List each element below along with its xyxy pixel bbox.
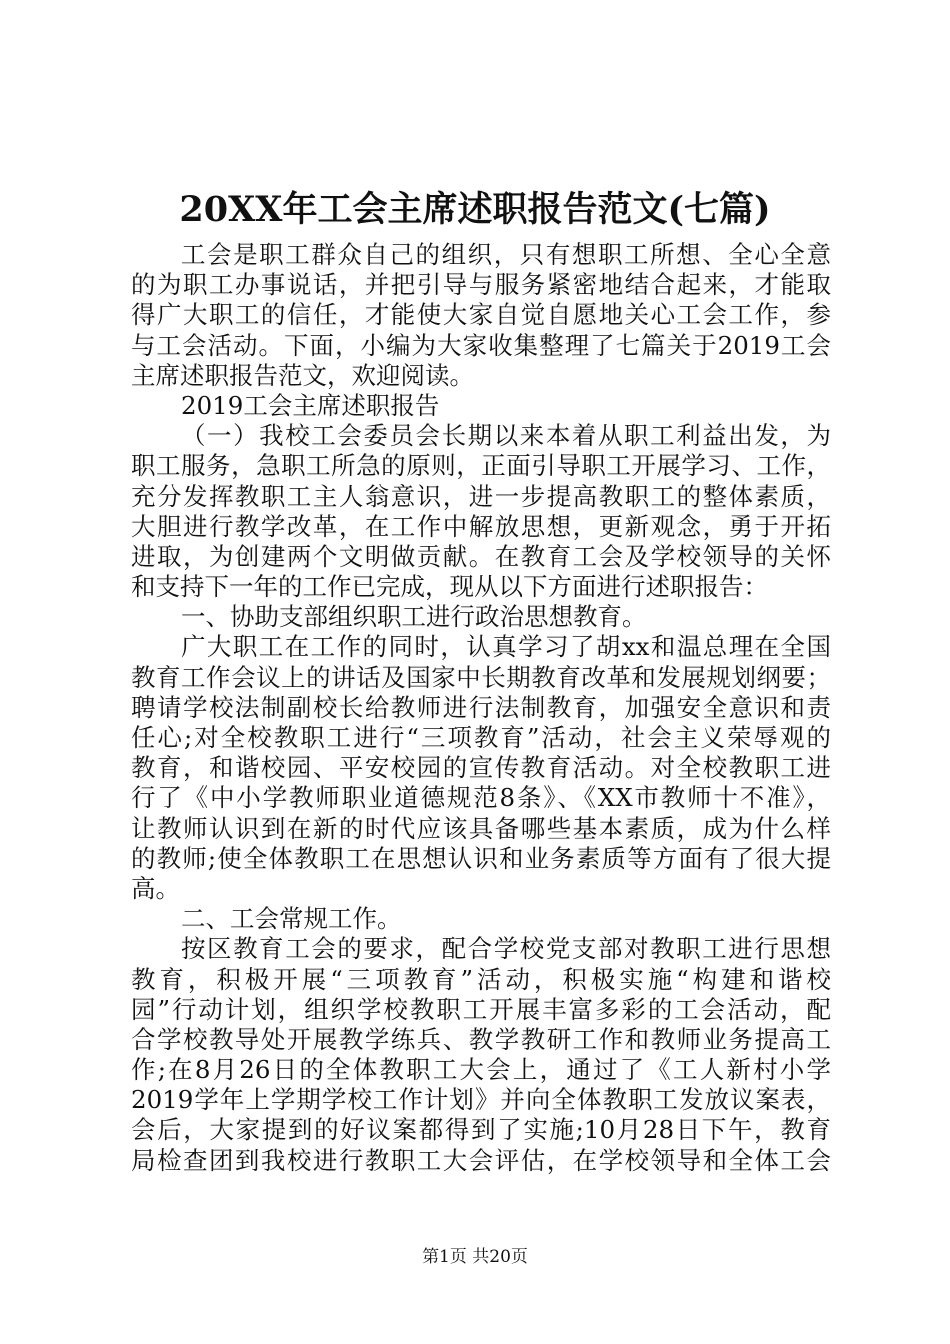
paragraph-line: 园”行动计划，组织学校教职工开展丰富多彩的工会活动，配 bbox=[131, 994, 831, 1024]
paragraph-line: 得广大职工的信任，才能使大家自觉自愿地关心工会工作，参 bbox=[131, 300, 831, 330]
paragraph-line: 主席述职报告范文，欢迎阅读。 bbox=[131, 360, 474, 390]
paragraph-line: 会后，大家提到的好议案都得到了实施;10月28日下午，教育 bbox=[131, 1115, 831, 1145]
paragraph-line: 教育，和谐校园、平安校园的宣传教育活动。对全校教职工进 bbox=[131, 753, 831, 783]
paragraph-line: 局检查团到我校进行教职工大会评估，在学校领导和全体工会 bbox=[131, 1145, 831, 1175]
paragraph-line: 合学校教导处开展教学练兵、教学教研工作和教师业务提高工 bbox=[131, 1024, 831, 1054]
paragraph-line: 任心;对全校教职工进行“三项教育”活动，社会主义荣辱观的 bbox=[131, 723, 831, 752]
paragraph-line: 工会是职工群众自己的组织，只有想职工所想、全心全意 bbox=[181, 240, 831, 269]
paragraph-line: 作;在8月26日的全体教职工大会上，通过了《工人新村小学 bbox=[131, 1055, 831, 1085]
paragraph-line: 大胆进行教学改革，在工作中解放思想，更新观念，勇于开拓 bbox=[131, 511, 831, 541]
paragraph-line: 与工会活动。下面，小编为大家收集整理了七篇关于2019工会 bbox=[131, 330, 831, 360]
section-heading: 一、协助支部组织职工进行政治思想教育。 bbox=[181, 602, 647, 632]
paragraph-line: 的教师;使全体教职工在思想认识和业务素质等方面有了很大提 bbox=[131, 843, 831, 873]
document-body bbox=[131, 240, 831, 1176]
document-title: 20XX年工会主席述职报告范文(七篇) bbox=[179, 189, 771, 230]
paragraph-line: 教育，积极开展“三项教育”活动，积极实施“构建和谐校 bbox=[131, 964, 831, 994]
paragraph-line: 进取，为创建两个文明做贡献。在教育工会及学校领导的关怀 bbox=[131, 541, 831, 571]
paragraph-line: 让教师认识到在新的时代应该具备哪些基本素质，成为什么样 bbox=[131, 813, 831, 843]
paragraph-line: 职工服务，急职工所急的原则，正面引导职工开展学习、工作， bbox=[131, 451, 831, 481]
paragraph-line: （一）我校工会委员会长期以来本着从职工利益出发，为 bbox=[181, 421, 831, 451]
section-heading: 二、工会常规工作。 bbox=[181, 904, 402, 934]
paragraph-line: 充分发挥教职工主人翁意识，进一步提高教职工的整体素质， bbox=[131, 481, 831, 511]
page-number-footer: 第1页 共20页 bbox=[422, 1247, 528, 1267]
paragraph-line: 按区教育工会的要求，配合学校党支部对教职工进行思想 bbox=[181, 934, 831, 964]
paragraph-line: 聘请学校法制副校长给教师进行法制教育，加强安全意识和责 bbox=[131, 692, 831, 722]
paragraph-line: 教育工作会议上的讲话及国家中长期教育改革和发展规划纲要； bbox=[131, 662, 831, 692]
paragraph-line: 行了《中小学教师职业道德规范8条》、《XX市教师十不准》， bbox=[131, 783, 831, 813]
paragraph-line: 高。 bbox=[131, 873, 180, 903]
paragraph-line: 的为职工办事说话，并把引导与服务紧密地结合起来，才能取 bbox=[131, 270, 831, 300]
section-heading: 2019工会主席述职报告 bbox=[181, 390, 440, 420]
paragraph-line: 和支持下一年的工作已完成，现从以下方面进行述职报告： bbox=[131, 572, 768, 602]
paragraph-line: 广大职工在工作的同时，认真学习了胡xx和温总理在全国 bbox=[181, 632, 831, 662]
paragraph-line: 2019学年上学期学校工作计划》并向全体教职工发放议案表， bbox=[131, 1085, 831, 1115]
